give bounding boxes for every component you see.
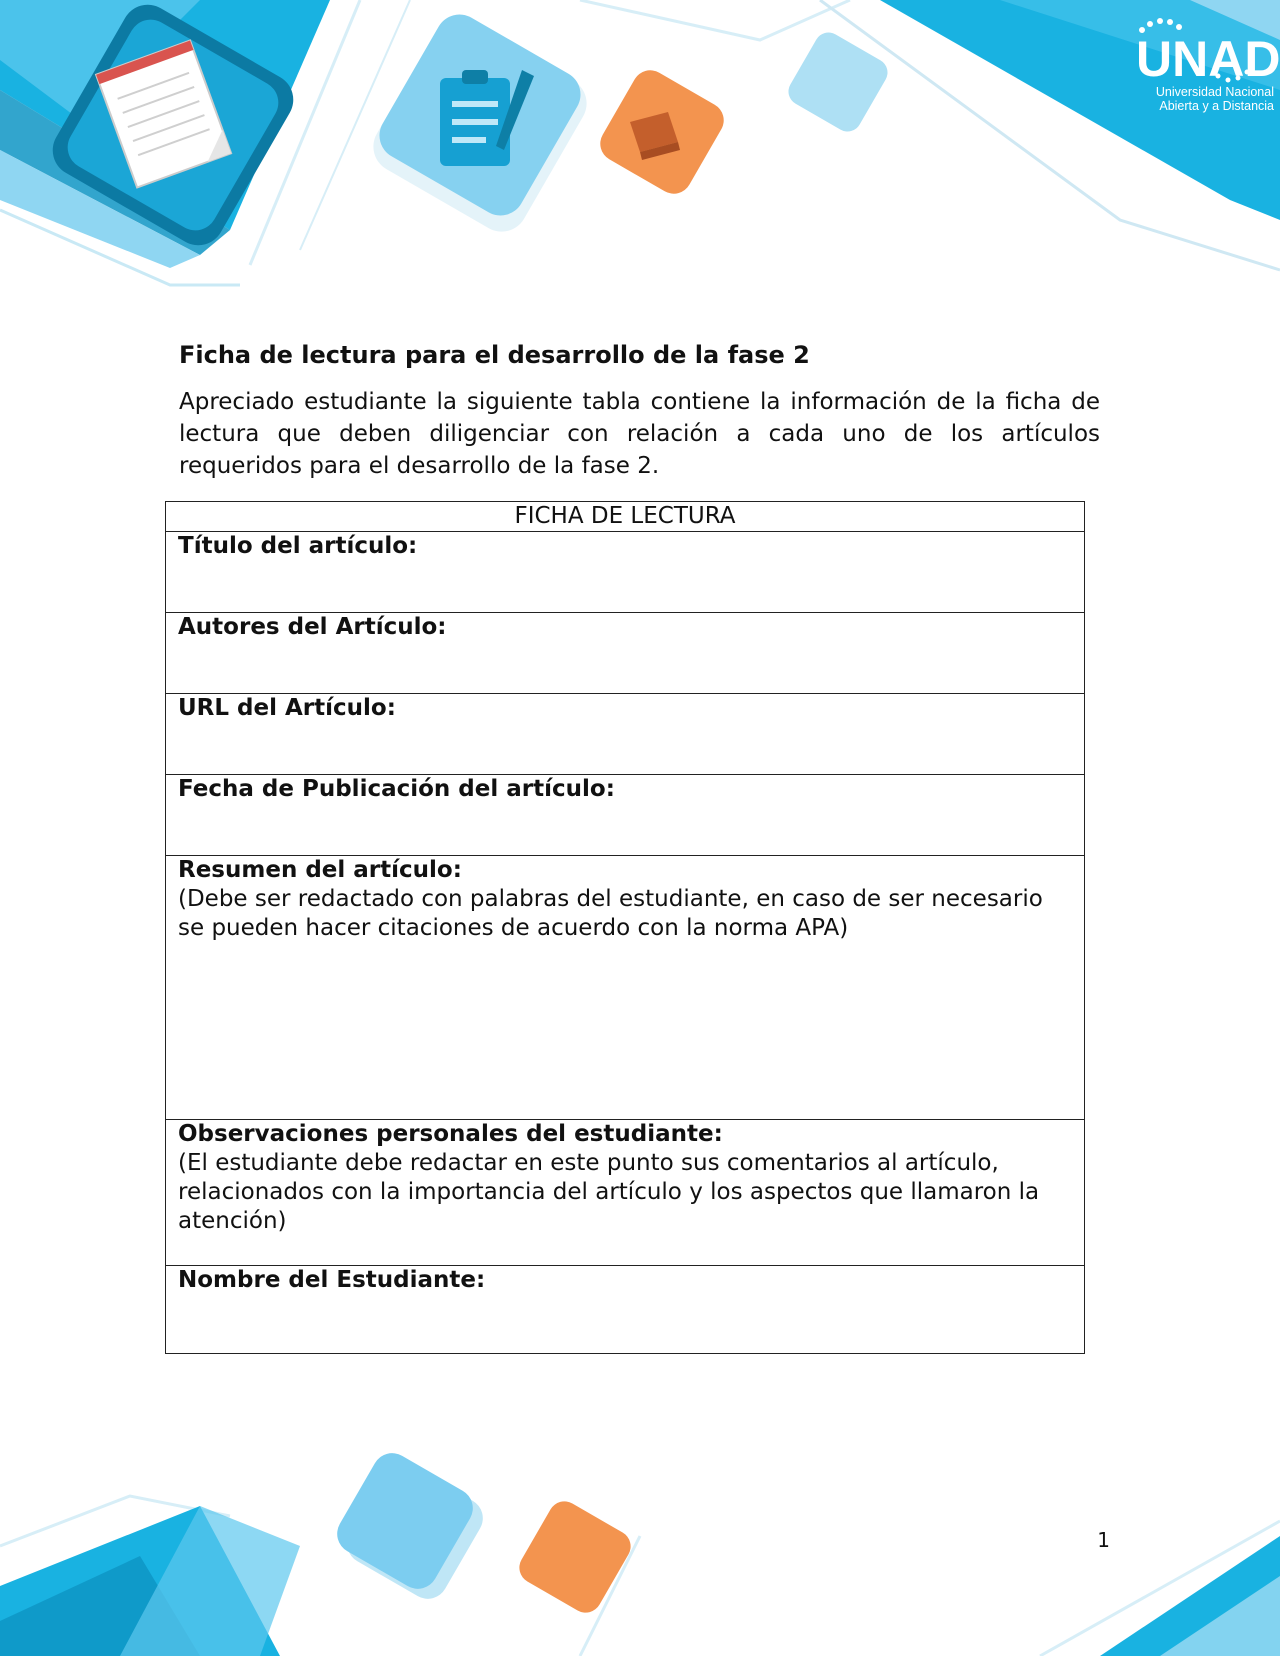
- field-observaciones[interactable]: [166, 1120, 1085, 1266]
- ficha-header: FICHA DE LECTURA: [166, 502, 1085, 532]
- field-nombre[interactable]: [166, 1266, 1085, 1354]
- field-label: Observaciones personales del estudiante:: [178, 1121, 723, 1147]
- field-label: URL del Artículo:: [178, 695, 396, 721]
- logo-tagline-1: Universidad Nacional: [1155, 85, 1274, 99]
- ficha-table: [165, 501, 1085, 1354]
- page-number: 1: [1097, 1528, 1110, 1552]
- svg-text:UNAD: UNAD: [1136, 31, 1280, 87]
- field-label: Nombre del Estudiante:: [178, 1267, 486, 1293]
- field-hint: (Debe ser redactado con palabras del estudiante, en caso de ser necesario se pueden hacer citaciones de acuerdo con la norma APA): [178, 886, 1043, 941]
- field-hint: (El estudiante debe redactar en este punto sus comentarios al artículo, relacionados con la importancia del artículo y los aspectos que llamaron la atención): [178, 1150, 1040, 1234]
- field-autores[interactable]: [166, 613, 1085, 694]
- field-label: Fecha de Publicación del artículo:: [178, 776, 615, 802]
- field-url[interactable]: [166, 694, 1085, 775]
- header-decoration: [0, 0, 1280, 300]
- unad-logo: [1126, 10, 1280, 120]
- document-intro: Apreciado estudiante la siguiente tabla contiene la información de la ficha de lectura que deben diligenciar con relación a cada uno de los artículos requeridos para el desarrollo de la fase 2.: [179, 389, 1100, 479]
- field-label: Título del artículo:: [178, 533, 418, 559]
- field-label: Autores del Artículo:: [178, 614, 447, 640]
- clipboard-pencil-icon: [364, 6, 596, 241]
- field-titulo[interactable]: [166, 532, 1085, 613]
- field-fecha[interactable]: [166, 775, 1085, 856]
- document-title: Ficha de lectura para el desarrollo de la fase 2: [179, 341, 810, 369]
- field-label: Resumen del artículo:: [178, 857, 462, 883]
- book-icon: [594, 64, 731, 201]
- logo-tagline-2: Abierta y a Distancia: [1159, 99, 1274, 113]
- field-resumen[interactable]: [166, 856, 1085, 1120]
